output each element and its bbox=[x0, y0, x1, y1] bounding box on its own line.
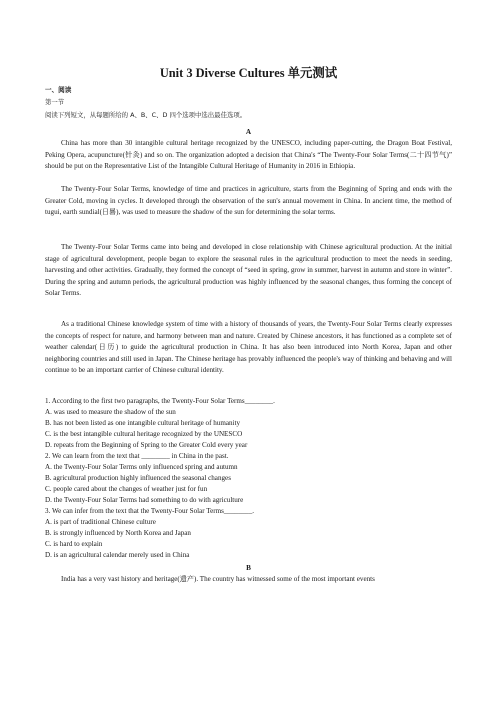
passage-a-label: A bbox=[245, 128, 252, 136]
instructions: 阅读下列短文，从每题所给的 A、B、C、D 四个选项中选出最佳选项。 bbox=[45, 111, 247, 119]
passage-b-first-line: India has a very vast history and heritage(遗产). The country has witnessed some of the most important events bbox=[61, 575, 375, 583]
passage-a-paragraph-3: The Twenty-Four Solar Terms came into being and developed in close relationship with Chinese agricultural production. At the initial stage of agricultural development, people began to explore the seasonal rules in the agricultural production to meet the needs in seeding, harvesting and other activities. Gradually, they formed the concept of “seed in spring, grow in summer, harvest in autumn and store in winter”. During the spring and autumn periods, the agricultural production was highly influenced by the seasonal changes, thus forming the concept of Solar Terms. bbox=[45, 243, 452, 298]
question-2-option-d: D. the Twenty-Four Solar Terms had something to do with agriculture bbox=[45, 496, 244, 504]
question-3-option-a: A. is part of traditional Chinese culture bbox=[45, 518, 156, 526]
question-2-option-c: C. people cared about the changes of weather just for fun bbox=[45, 485, 208, 493]
passage-a-paragraph-2: The Twenty-Four Solar Terms, knowledge of time and practices in agriculture, starts from the Beginning of Spring and ends with the Greater Cold, moving in cycles. It developed through the observation of the sun's annual movement in China. In ancient time, the method of tugui, earth sundial(日晷), was used to measure the shadow of the sun for determining the solar terms. bbox=[45, 185, 452, 217]
question-3: 3. We can infer from the text that the Twenty-Four Solar Terms________. bbox=[45, 507, 255, 515]
question-3-option-c: C. is hard to explain bbox=[45, 540, 103, 548]
question-1-option-c: C. is the best intangible cultural heritage recognized by the UNESCO bbox=[45, 430, 243, 438]
passage-a-paragraph-4: As a traditional Chinese knowledge system of time with a history of thousands of years, the Twenty-Four Solar Terms clearly expresses the concepts of respect for nature, and harmony between man and nature. Created by Chinese ancestors, it has functioned as a complete set of weather calendar(日历) to guide the agricultural production in China. It has also been introduced into North Korea, Japan and other neighboring countries and still used in Japan. The Chinese heritage has provably influenced the people's way of thinking and behaving and will continue to be an important carrier of Chinese cultural identity. bbox=[45, 320, 452, 375]
question-2: 2. We can learn from the text that ________ in China in the past. bbox=[45, 452, 229, 460]
question-1-option-b: B. has not been listed as one intangible cultural heritage of humanity bbox=[45, 419, 241, 427]
question-2-option-b: B. agricultural production highly influenced the seasonal changes bbox=[45, 474, 231, 482]
section-heading: 一、阅读 bbox=[45, 86, 72, 94]
question-3-option-b: B. is strongly influenced by North Korea and Japan bbox=[45, 529, 191, 537]
part-label: 第一节 bbox=[45, 98, 65, 106]
question-1-option-a: A. was used to measure the shadow of the sun bbox=[45, 408, 176, 416]
question-1-option-d: D. repeats from the Beginning of Spring to the Greater Cold every year bbox=[45, 441, 248, 449]
passage-a-paragraph-1: China has more than 30 intangible cultural heritage recognized by the UNESCO, including paper-cutting, the Dragon Boat Festival, Peking Opera, acupuncture(针灸) and so on. The organization adopted a decision that China's “The Twenty-Four Solar Terms(二十四节气)” should be put on the Representative List of the Intangible Cultural Heritage of Humanity in 2016 in Ethiopia. bbox=[45, 139, 452, 171]
page-title: Unit 3 Diverse Cultures 单元测试 bbox=[159, 66, 338, 80]
passage-b-label: B bbox=[246, 564, 251, 572]
question-3-option-d: D. is an agricultural calendar merely used in China bbox=[45, 551, 190, 559]
question-1: 1. According to the first two paragraphs, the Twenty-Four Solar Terms________. bbox=[45, 397, 275, 405]
question-2-option-a: A. the Twenty-Four Solar Terms only influenced spring and autumn bbox=[45, 463, 238, 471]
